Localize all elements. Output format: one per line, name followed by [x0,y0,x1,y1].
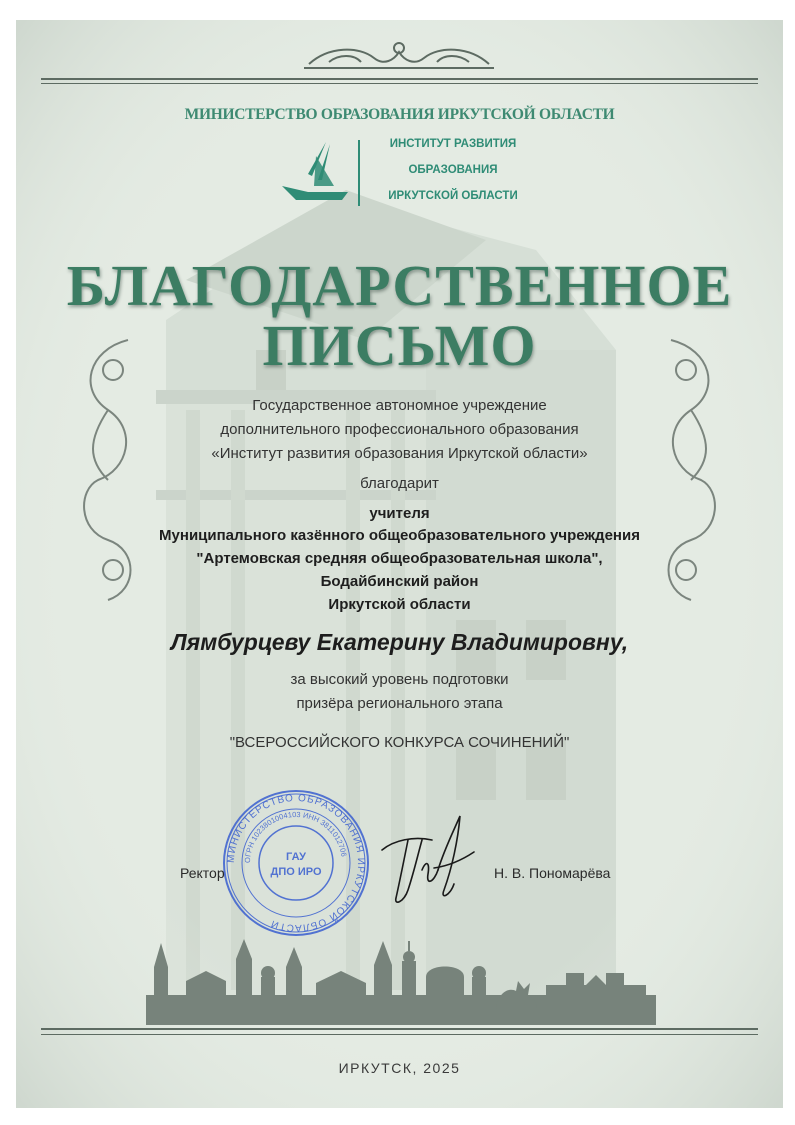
bottom-rule-1 [41,1028,758,1030]
stamp-ring-inner: ОГРН 1023801004103 ИНН 3811012706 [242,809,349,864]
reason-line-2: призёра регионального этапа [296,695,503,712]
recipient-name: Лямбурцеву Екатерину Владимировну, [170,629,629,655]
top-flourish-ornament [299,36,499,76]
recipient-org-line-2: "Артемовская средняя общеобразовательная школа", [196,550,603,567]
institute-logo-icon [278,136,358,216]
certificate-sheet [16,20,783,1108]
institute-name-line-2: ОБРАЗОВАНИЯ [408,164,498,176]
footer-city-year: ИРКУТСК, 2025 [338,1060,461,1076]
handwritten-signature [374,810,484,910]
issuer-line-3: «Институт развития образования Иркутской области» [211,445,588,462]
document-title-line-1: БЛАГОДАРСТВЕННОЕ [66,253,733,318]
institute-name-line-1: ИНСТИТУТ РАЗВИТИЯ [389,138,517,150]
bottom-rule-2 [41,1034,758,1035]
contest-name: "ВСЕРОССИЙСКОГО КОНКУРСА СОЧИНЕНИЙ" [229,734,570,751]
recipient-region: Иркутской области [328,596,471,613]
top-rule-2 [41,83,758,84]
thanks-verb: благодарит [360,475,439,492]
reason-line-1: за высокий уровень подготовки [290,671,509,688]
top-rule-1 [41,78,758,80]
ministry-heading: МИНИСТЕРСТВО ОБРАЗОВАНИЯ ИРКУТСКОЙ ОБЛАСТИ [184,106,615,123]
document-title-line-2: ПИСЬМО [262,313,537,378]
issuer-line-2: дополнительного профессионального образования [220,421,579,438]
city-skyline-silhouette [146,937,656,1027]
stamp-center-line-2: ДПО ИРО [270,866,322,878]
recipient-district: Бодайбинский район [320,573,479,590]
issuer-line-1: Государственное автономное учреждение [252,397,547,414]
recipient-org-line-1: Муниципального казённого общеобразовательного учреждения [159,527,640,544]
stamp-center-line-1: ГАУ [286,851,306,863]
logo-separator [358,140,360,206]
recipient-position: учителя [369,505,430,522]
official-stamp [221,788,371,938]
stamp-ring-outer: МИНИСТЕРСТВО ОБРАЗОВАНИЯ ИРКУТСКОЙ ОБЛАСТИ [225,792,367,934]
signer-name: Н. В. Пономарёва [494,865,611,881]
institute-name-line-3: ИРКУТСКОЙ ОБЛАСТИ [388,190,518,202]
signer-title: Ректор [180,865,225,881]
